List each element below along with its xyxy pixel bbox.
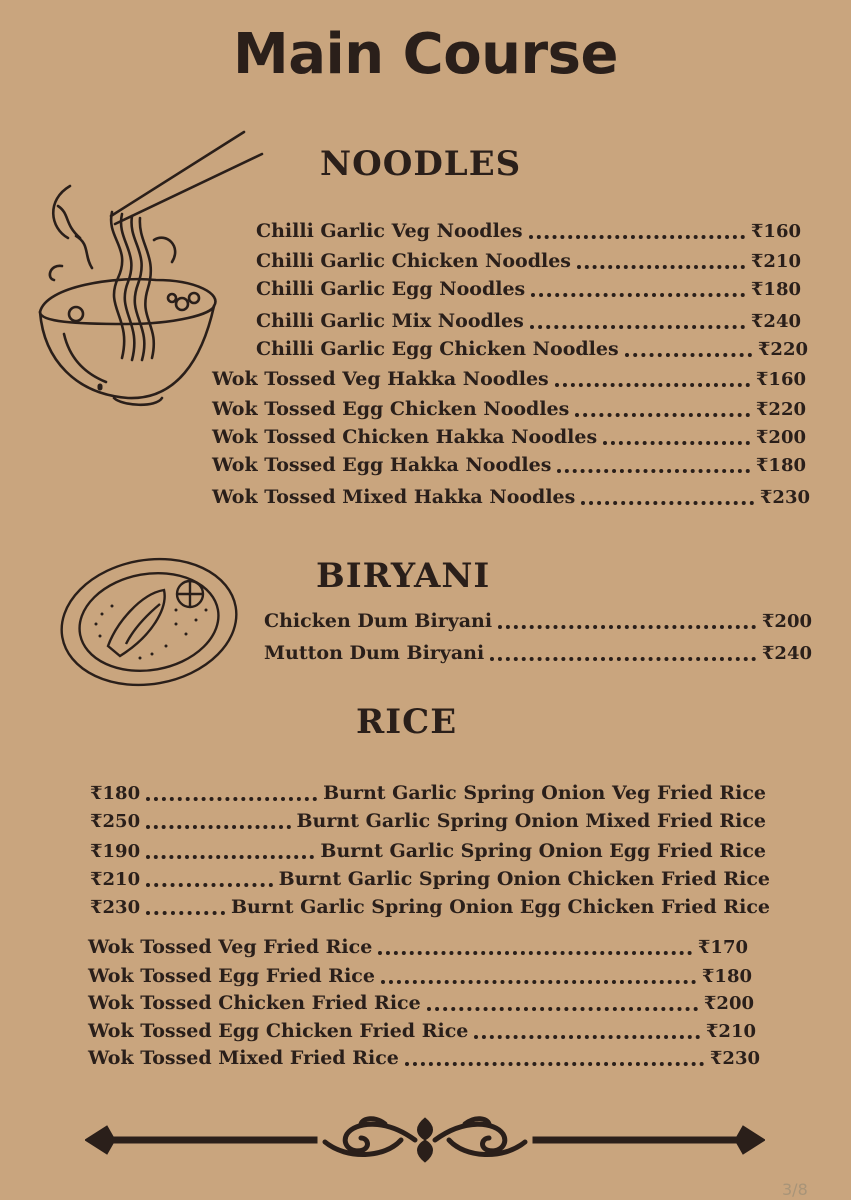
menu-item-price: ₹230 — [759, 486, 810, 508]
menu-item — [212, 396, 806, 422]
menu-item — [90, 894, 770, 920]
menu-item — [212, 484, 810, 510]
menu-item — [264, 608, 812, 634]
menu-item-name: Wok Tossed Egg Chicken Noodles — [212, 398, 570, 420]
menu-item-price: ₹240 — [761, 642, 812, 664]
menu-item-price: ₹230 — [90, 896, 141, 918]
menu-item — [212, 424, 806, 450]
section-heading-noodles: NOODLES — [320, 144, 522, 184]
menu-item-price: ₹190 — [90, 840, 141, 862]
section-heading-biryani: BIRYANI — [316, 556, 491, 596]
menu-item — [212, 366, 806, 392]
page-title: Main Course — [233, 22, 618, 87]
dot-leader — [530, 325, 745, 329]
menu-item — [88, 1045, 760, 1071]
menu-item — [256, 218, 801, 244]
dot-leader — [529, 235, 745, 239]
menu-item — [90, 866, 770, 892]
menu-item-price: ₹240 — [750, 310, 801, 332]
dot-leader — [146, 797, 317, 801]
dot-leader — [146, 825, 290, 829]
menu-item-name: Wok Tossed Chicken Hakka Noodles — [212, 426, 598, 448]
menu-item-price: ₹200 — [755, 426, 806, 448]
menu-item-name: Chilli Garlic Egg Noodles — [256, 278, 526, 300]
dot-leader — [555, 383, 750, 387]
menu-item-price: ₹210 — [750, 250, 801, 272]
menu-item-name: Chilli Garlic Veg Noodles — [256, 220, 523, 242]
menu-item — [256, 336, 808, 362]
dot-leader — [381, 980, 696, 984]
menu-item-name: Burnt Garlic Spring Onion Chicken Fried Rice — [278, 868, 770, 890]
menu-item-name: Wok Tossed Egg Chicken Fried Rice — [88, 1020, 469, 1042]
menu-item-name: Burnt Garlic Spring Onion Egg Chicken Fried Rice — [231, 896, 770, 918]
page-number: 3/8 — [782, 1180, 808, 1199]
menu-item-name: Chilli Garlic Mix Noodles — [256, 310, 524, 332]
dot-leader — [405, 1062, 704, 1066]
menu-item-price: ₹220 — [755, 398, 806, 420]
dot-leader — [531, 293, 745, 297]
dot-leader — [575, 413, 750, 417]
menu-item-name: Wok Tossed Egg Hakka Noodles — [212, 454, 552, 476]
dot-leader — [557, 469, 749, 473]
menu-item — [88, 1018, 756, 1044]
menu-item — [88, 963, 752, 989]
menu-item-name: Chilli Garlic Egg Chicken Noodles — [256, 338, 619, 360]
menu-item — [90, 838, 766, 864]
menu-item-price: ₹250 — [90, 810, 141, 832]
biryani-plate-icon — [56, 554, 242, 690]
dot-leader — [146, 855, 314, 859]
menu-item-price: ₹170 — [697, 936, 748, 958]
menu-item — [256, 248, 801, 274]
menu-item-name: Chilli Garlic Chicken Noodles — [256, 250, 571, 272]
menu-item-price: ₹210 — [705, 1020, 756, 1042]
menu-item-name: Wok Tossed Mixed Fried Rice — [88, 1047, 399, 1069]
menu-item-name: Mutton Dum Biryani — [264, 642, 485, 664]
menu-item-name: Wok Tossed Veg Hakka Noodles — [212, 368, 549, 390]
menu-item-name: Burnt Garlic Spring Onion Mixed Fried Rice — [296, 810, 766, 832]
menu-item-name: Wok Tossed Chicken Fried Rice — [88, 992, 421, 1014]
dot-leader — [490, 657, 756, 661]
dot-leader — [146, 883, 273, 887]
dot-leader — [581, 501, 754, 505]
menu-item — [264, 640, 812, 666]
menu-item — [212, 452, 806, 478]
menu-item-price: ₹230 — [709, 1047, 760, 1069]
menu-item — [256, 276, 801, 302]
menu-item-price: ₹200 — [703, 992, 754, 1014]
menu-item-name: Wok Tossed Egg Fried Rice — [88, 965, 375, 987]
menu-item-price: ₹180 — [755, 454, 806, 476]
menu-item — [256, 308, 801, 334]
menu-item — [90, 780, 766, 806]
menu-item-price: ₹220 — [757, 338, 808, 360]
section-heading-rice: RICE — [356, 702, 458, 742]
ornamental-divider-icon — [85, 1112, 765, 1168]
dot-leader — [146, 911, 225, 915]
menu-item-name: Wok Tossed Mixed Hakka Noodles — [212, 486, 576, 508]
menu-item — [90, 808, 766, 834]
menu-item-name: Chicken Dum Biryani — [264, 610, 493, 632]
menu-item — [88, 934, 748, 960]
menu-item-price: ₹160 — [750, 220, 801, 242]
dot-leader — [474, 1035, 700, 1039]
menu-item-price: ₹200 — [761, 610, 812, 632]
dot-leader — [498, 625, 756, 629]
menu-item-price: ₹180 — [750, 278, 801, 300]
menu-item-name: Wok Tossed Veg Fried Rice — [88, 936, 373, 958]
dot-leader — [625, 353, 752, 357]
menu-item — [88, 990, 754, 1016]
menu-item-name: Burnt Garlic Spring Onion Veg Fried Rice — [323, 782, 766, 804]
menu-item-price: ₹160 — [755, 368, 806, 390]
menu-item-name: Burnt Garlic Spring Onion Egg Fried Rice — [320, 840, 766, 862]
dot-leader — [378, 951, 692, 955]
dot-leader — [603, 441, 750, 445]
dot-leader — [427, 1007, 698, 1011]
dot-leader — [577, 265, 745, 269]
menu-item-price: ₹180 — [90, 782, 141, 804]
menu-item-price: ₹180 — [701, 965, 752, 987]
menu-item-price: ₹210 — [90, 868, 141, 890]
